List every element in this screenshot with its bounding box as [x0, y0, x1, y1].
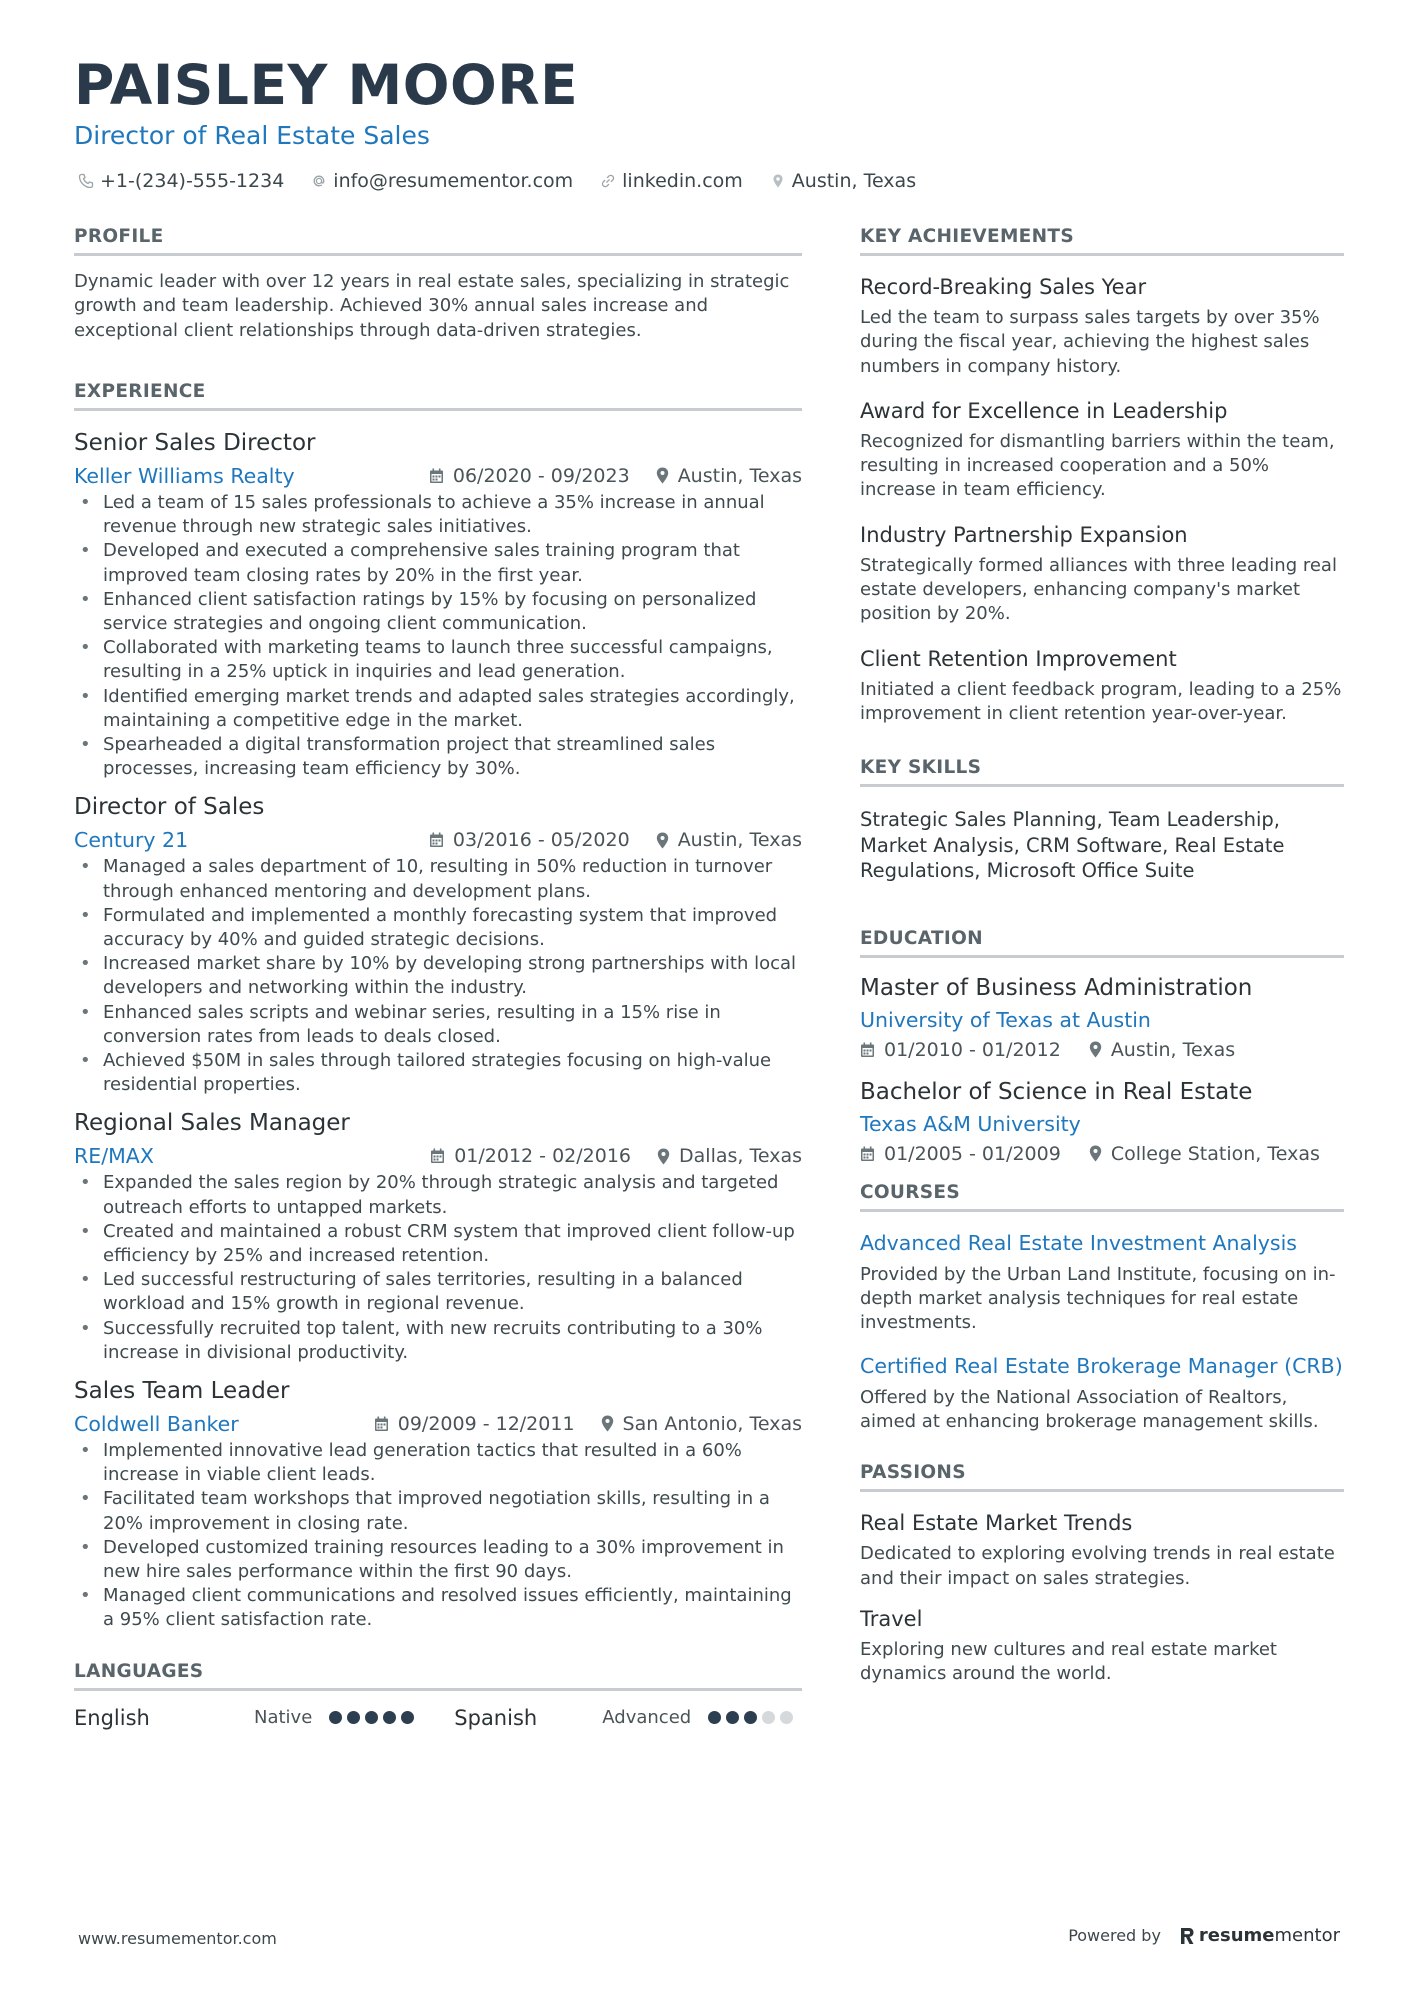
- job-bullets: [74, 855, 802, 1097]
- courses-heading: COURSES: [860, 1182, 1344, 1212]
- bullet-dot-icon: •: [80, 1488, 91, 1510]
- job-meta: [429, 465, 802, 487]
- job-company: Keller Williams Realty: [74, 463, 295, 488]
- achievement-item: [860, 522, 1344, 627]
- rating-dot-filled: [365, 1711, 378, 1724]
- contact-linkedin[interactable]: [600, 170, 743, 192]
- passion-title: Travel: [860, 1606, 923, 1631]
- job-bullet: [74, 1049, 802, 1097]
- languages-row: [74, 1701, 802, 1735]
- job-bullet: [74, 491, 802, 539]
- language-rating-dots: [329, 1711, 414, 1724]
- bullet-text: Enhanced client satisfaction ratings by 15% by focusing on personalized service strategies and ongoing client communication.: [103, 588, 757, 634]
- passion-item: [860, 1510, 1344, 1591]
- candidate-role: Director of Real Estate Sales: [74, 121, 430, 150]
- achievements-heading: KEY ACHIEVEMENTS: [860, 226, 1344, 256]
- language-level: Native: [254, 1707, 313, 1729]
- job-bullet: [74, 1001, 802, 1049]
- right-column: [860, 226, 1344, 1701]
- job-bullet: [74, 1268, 802, 1316]
- job-details-row: [74, 1411, 802, 1437]
- education-school: Texas A&M University: [860, 1111, 1081, 1136]
- brand-name-bold: resume: [1198, 1925, 1275, 1946]
- bullet-dot-icon: •: [80, 491, 91, 513]
- job-dates: [374, 1413, 575, 1435]
- education-location: [1089, 1039, 1235, 1061]
- contact-email-text: info@resumementor.com: [333, 170, 574, 192]
- bullet-text: Successfully recruited top talent, with new recruits contributing to a 30% increase in divisional productivity.: [103, 1317, 763, 1363]
- bullet-dot-icon: •: [80, 1001, 91, 1023]
- calendar-icon: [429, 832, 444, 848]
- passion-title: Real Estate Market Trends: [860, 1511, 1133, 1536]
- job-meta: [430, 1145, 802, 1167]
- bullet-dot-icon: •: [80, 637, 91, 659]
- bullet-text: Led a team of 15 sales professionals to achieve a 35% increase in annual revenue through new strategic sales initiatives.: [103, 491, 765, 538]
- experience-heading: EXPERIENCE: [74, 381, 802, 411]
- bullet-dot-icon: •: [80, 953, 91, 975]
- candidate-name: PAISLEY MOORE: [74, 53, 579, 117]
- achievement-item: [860, 274, 1344, 379]
- passion-description: Exploring new cultures and real estate market dynamics around the world.: [860, 1638, 1277, 1685]
- location-pin-icon: [656, 467, 669, 484]
- job-dates-text: 01/2012 - 02/2016: [454, 1145, 632, 1168]
- bullet-text: Expanded the sales region by 20% through strategic analysis and targeted outreach efforts to untapped markets.: [103, 1172, 779, 1218]
- powered-by-label: Powered by: [1068, 1926, 1161, 1945]
- job-entry: [74, 429, 802, 781]
- education-degree: Master of Business Administration: [860, 974, 1253, 1001]
- job-location: [657, 1145, 802, 1167]
- course-description: Offered by the National Association of Realtors, aimed at enhancing brokerage management skills.: [860, 1386, 1319, 1432]
- rating-dot-filled: [744, 1711, 757, 1724]
- course-title: Advanced Real Estate Investment Analysis: [860, 1230, 1297, 1255]
- job-details-row: [74, 463, 802, 489]
- education-dates-text: 01/2010 - 01/2012: [884, 1038, 1061, 1061]
- achievement-item: [860, 646, 1344, 727]
- job-bullet: [74, 685, 802, 733]
- job-dates-text: 09/2009 - 12/2011: [397, 1412, 575, 1435]
- education-heading: EDUCATION: [860, 928, 1344, 958]
- rating-dot-filled: [383, 1711, 396, 1724]
- rating-dot-filled: [708, 1711, 721, 1724]
- bullet-dot-icon: •: [80, 1269, 91, 1291]
- passion-description: Dedicated to exploring evolving trends in real estate and their impact on sales strategies.: [860, 1543, 1335, 1589]
- bullet-text: Created and maintained a robust CRM system that improved client follow-up efficiency by 25% and increased retention.: [103, 1220, 795, 1266]
- job-bullet: [74, 952, 802, 1000]
- job-company: Coldwell Banker: [74, 1411, 239, 1436]
- education-location: [1089, 1143, 1320, 1165]
- education-dates: [860, 1143, 1061, 1165]
- rating-dot-empty: [762, 1711, 775, 1724]
- education-dates-text: 01/2005 - 01/2009: [884, 1142, 1061, 1165]
- resumementor-logo-icon: [1179, 1926, 1195, 1946]
- brand-name-light: mentor: [1274, 1925, 1340, 1946]
- bullet-text: Increased market share by 10% by developing strong partnerships with local developers and networking within the industry.: [103, 953, 797, 999]
- job-bullet: [74, 1584, 802, 1632]
- job-company: Century 21: [74, 828, 189, 853]
- passions-heading: PASSIONS: [860, 1462, 1344, 1492]
- job-bullets: [74, 1171, 802, 1365]
- job-meta: [374, 1413, 802, 1435]
- location-pin-icon: [1089, 1145, 1102, 1162]
- footer-website-link[interactable]: www.resumementor.com: [78, 1929, 277, 1948]
- course-description: Provided by the Urban Land Institute, focusing on in-depth market analysis techniques for real estate investments.: [860, 1263, 1336, 1334]
- education-dates: [860, 1039, 1061, 1061]
- skills-list: Strategic Sales Planning, Team Leadership, Market Analysis, CRM Software, Real Estate Regulations, Microsoft Office Suite: [860, 808, 1285, 883]
- language-rating-dots: [708, 1711, 793, 1724]
- achievement-description: Strategically formed alliances with three leading real estate developers, enhancing company's market position by 20%.: [860, 554, 1337, 625]
- bullet-text: Developed and executed a comprehensive sales training program that improved team closing rates by 20% in the first year.: [103, 540, 740, 586]
- course-title: Certified Real Estate Brokerage Manager (CRB): [860, 1353, 1343, 1378]
- job-bullet: [74, 1220, 802, 1268]
- location-pin-icon: [601, 1415, 614, 1432]
- location-pin-icon: [770, 173, 786, 189]
- job-bullets: [74, 1439, 802, 1633]
- language-name: Spanish: [454, 1705, 538, 1730]
- contact-bar: [78, 170, 916, 192]
- skills-section: [860, 757, 1344, 884]
- bullet-dot-icon: •: [80, 1536, 91, 1558]
- job-details-row: [74, 827, 802, 853]
- job-company: RE/MAX: [74, 1144, 154, 1169]
- bullet-text: Collaborated with marketing teams to launch three successful campaigns, resulting in a 25% uptick in inquiries and lead generation.: [103, 637, 773, 683]
- job-bullet: [74, 539, 802, 587]
- job-dates-text: 03/2016 - 05/2020: [452, 829, 630, 852]
- contact-email[interactable]: [311, 170, 573, 192]
- job-title: Regional Sales Manager: [74, 1110, 350, 1137]
- job-title: Senior Sales Director: [74, 429, 316, 456]
- location-pin-icon: [656, 832, 669, 849]
- contact-location: [770, 170, 916, 192]
- job-bullet: [74, 588, 802, 636]
- bullet-dot-icon: •: [80, 685, 91, 707]
- education-section: [860, 928, 1344, 1165]
- passions-section: [860, 1462, 1344, 1686]
- bullet-dot-icon: •: [80, 733, 91, 755]
- calendar-icon: [860, 1146, 875, 1162]
- achievement-item: [860, 398, 1344, 503]
- courses-section: [860, 1182, 1344, 1434]
- bullet-dot-icon: •: [80, 588, 91, 610]
- contact-phone-text: +1-(234)-555-1234: [100, 170, 285, 192]
- bullet-text: Formulated and implemented a monthly forecasting system that improved accuracy by 40% and guided strategic decisions.: [103, 904, 778, 950]
- languages-heading: LANGUAGES: [74, 1661, 802, 1691]
- job-entry: [74, 1377, 802, 1633]
- contact-phone[interactable]: [78, 170, 284, 192]
- location-pin-icon: [657, 1148, 670, 1165]
- job-bullet: [74, 1439, 802, 1487]
- job-location: [656, 829, 802, 851]
- education-location-text: Austin, Texas: [1110, 1038, 1236, 1061]
- job-bullet: [74, 1536, 802, 1584]
- job-dates: [429, 829, 630, 851]
- education-meta: [860, 1039, 1344, 1061]
- achievement-title: Industry Partnership Expansion: [860, 522, 1188, 547]
- job-location-text: Austin, Texas: [677, 464, 802, 487]
- bullet-text: Facilitated team workshops that improved negotiation skills, resulting in a 20% improvement in closing rate.: [103, 1488, 770, 1534]
- course-item: [860, 1230, 1344, 1336]
- rating-dot-filled: [347, 1711, 360, 1724]
- job-bullet: [74, 636, 802, 684]
- bullet-dot-icon: •: [80, 1439, 91, 1461]
- job-location-text: San Antonio, Texas: [622, 1412, 802, 1435]
- skills-heading: KEY SKILLS: [860, 757, 1344, 787]
- job-bullet: [74, 904, 802, 952]
- languages-section: [74, 1661, 802, 1735]
- bullet-text: Managed client communications and resolved issues efficiently, maintaining a 95% client satisfaction rate.: [103, 1585, 792, 1631]
- achievements-section: [860, 226, 1344, 726]
- bullet-text: Implemented innovative lead generation tactics that resulted in a 60% increase in viable client leads.: [103, 1439, 742, 1486]
- at-icon: [311, 173, 327, 189]
- bullet-text: Achieved $50M in sales through tailored strategies focusing on high-value residential properties.: [103, 1049, 772, 1096]
- rating-dot-empty: [780, 1711, 793, 1724]
- bullet-text: Developed customized training resources leading to a 30% improvement in new hire sales performance within the first 90 days.: [103, 1536, 784, 1582]
- experience-section: [74, 381, 802, 1633]
- job-bullets: [74, 491, 802, 781]
- education-school: University of Texas at Austin: [860, 1007, 1151, 1032]
- contact-location-text: Austin, Texas: [791, 170, 917, 192]
- job-location: [656, 465, 802, 487]
- bullet-text: Enhanced sales scripts and webinar series, resulting in a 15% rise in conversion rates from leads to deals closed.: [103, 1001, 721, 1047]
- job-location-text: Dallas, Texas: [679, 1145, 802, 1168]
- job-dates: [430, 1145, 631, 1167]
- bullet-dot-icon: •: [80, 856, 91, 878]
- rating-dot-filled: [329, 1711, 342, 1724]
- contact-linkedin-text: linkedin.com: [622, 170, 743, 192]
- bullet-dot-icon: •: [80, 1317, 91, 1339]
- achievement-title: Award for Excellence in Leadership: [860, 398, 1228, 423]
- job-details-row: [74, 1143, 802, 1169]
- calendar-icon: [860, 1042, 875, 1058]
- job-entry: [74, 1109, 802, 1365]
- achievement-description: Led the team to surpass sales targets by over 35% during the fiscal year, achieving the highest sales numbers in company history.: [860, 307, 1320, 377]
- bullet-dot-icon: •: [80, 904, 91, 926]
- bullet-text: Spearheaded a digital transformation project that streamlined sales processes, increasing team efficiency by 30%.: [103, 733, 716, 780]
- resumementor-logo[interactable]: [1179, 1925, 1340, 1946]
- profile-summary: Dynamic leader with over 12 years in real estate sales, specializing in strategic growth and team leadership. Achieved 30% annual sales increase and exceptional client relationships through data-driven strategies.: [74, 271, 790, 341]
- job-title: Sales Team Leader: [74, 1377, 290, 1404]
- left-column: [74, 226, 802, 1735]
- profile-heading: PROFILE: [74, 226, 802, 256]
- job-entry: [74, 793, 802, 1097]
- job-bullet: [74, 1487, 802, 1535]
- job-bullet: [74, 1171, 802, 1219]
- achievement-title: Client Retention Improvement: [860, 646, 1177, 671]
- bullet-text: Led successful restructuring of sales territories, resulting in a balanced workload and 15% growth in regional revenue.: [103, 1269, 743, 1315]
- bullet-dot-icon: •: [80, 1585, 91, 1607]
- bullet-text: Identified emerging market trends and adapted sales strategies accordingly, maintaining a competitive edge in the market.: [103, 685, 795, 731]
- job-bullet: [74, 733, 802, 781]
- education-location-text: College Station, Texas: [1110, 1142, 1320, 1165]
- job-bullet: [74, 855, 802, 903]
- education-item: [860, 974, 1344, 1061]
- education-degree: Bachelor of Science in Real Estate: [860, 1078, 1253, 1105]
- job-title: Director of Sales: [74, 794, 265, 821]
- rating-dot-filled: [726, 1711, 739, 1724]
- bullet-dot-icon: •: [80, 540, 91, 562]
- link-icon: [600, 173, 616, 189]
- calendar-icon: [429, 468, 444, 484]
- education-meta: [860, 1143, 1344, 1165]
- job-dates: [429, 465, 630, 487]
- profile-section: [74, 226, 802, 343]
- job-location: [601, 1413, 802, 1435]
- bullet-dot-icon: •: [80, 1049, 91, 1071]
- language-name: English: [74, 1705, 150, 1730]
- calendar-icon: [374, 1416, 389, 1432]
- language-level: Advanced: [602, 1707, 692, 1729]
- job-bullet: [74, 1317, 802, 1365]
- education-item: [860, 1078, 1344, 1165]
- passion-item: [860, 1606, 1344, 1687]
- location-pin-icon: [1089, 1041, 1102, 1058]
- rating-dot-filled: [401, 1711, 414, 1724]
- calendar-icon: [430, 1148, 445, 1164]
- achievement-description: Initiated a client feedback program, leading to a 25% improvement in client retention year-over-year.: [860, 678, 1342, 724]
- bullet-dot-icon: •: [80, 1220, 91, 1242]
- bullet-text: Managed a sales department of 10, resulting in 50% reduction in turnover through enhanced mentoring and development plans.: [103, 856, 773, 902]
- course-item: [860, 1353, 1344, 1435]
- job-dates-text: 06/2020 - 09/2023: [452, 464, 630, 487]
- footer-branding: [1068, 1925, 1340, 1946]
- bullet-dot-icon: •: [80, 1172, 91, 1194]
- job-location-text: Austin, Texas: [677, 829, 802, 852]
- achievement-description: Recognized for dismantling barriers within the team, resulting in increased cooperation and a 50% increase in team efficiency.: [860, 430, 1335, 501]
- achievement-title: Record-Breaking Sales Year: [860, 275, 1147, 299]
- job-meta: [429, 829, 802, 851]
- phone-icon: [78, 173, 94, 189]
